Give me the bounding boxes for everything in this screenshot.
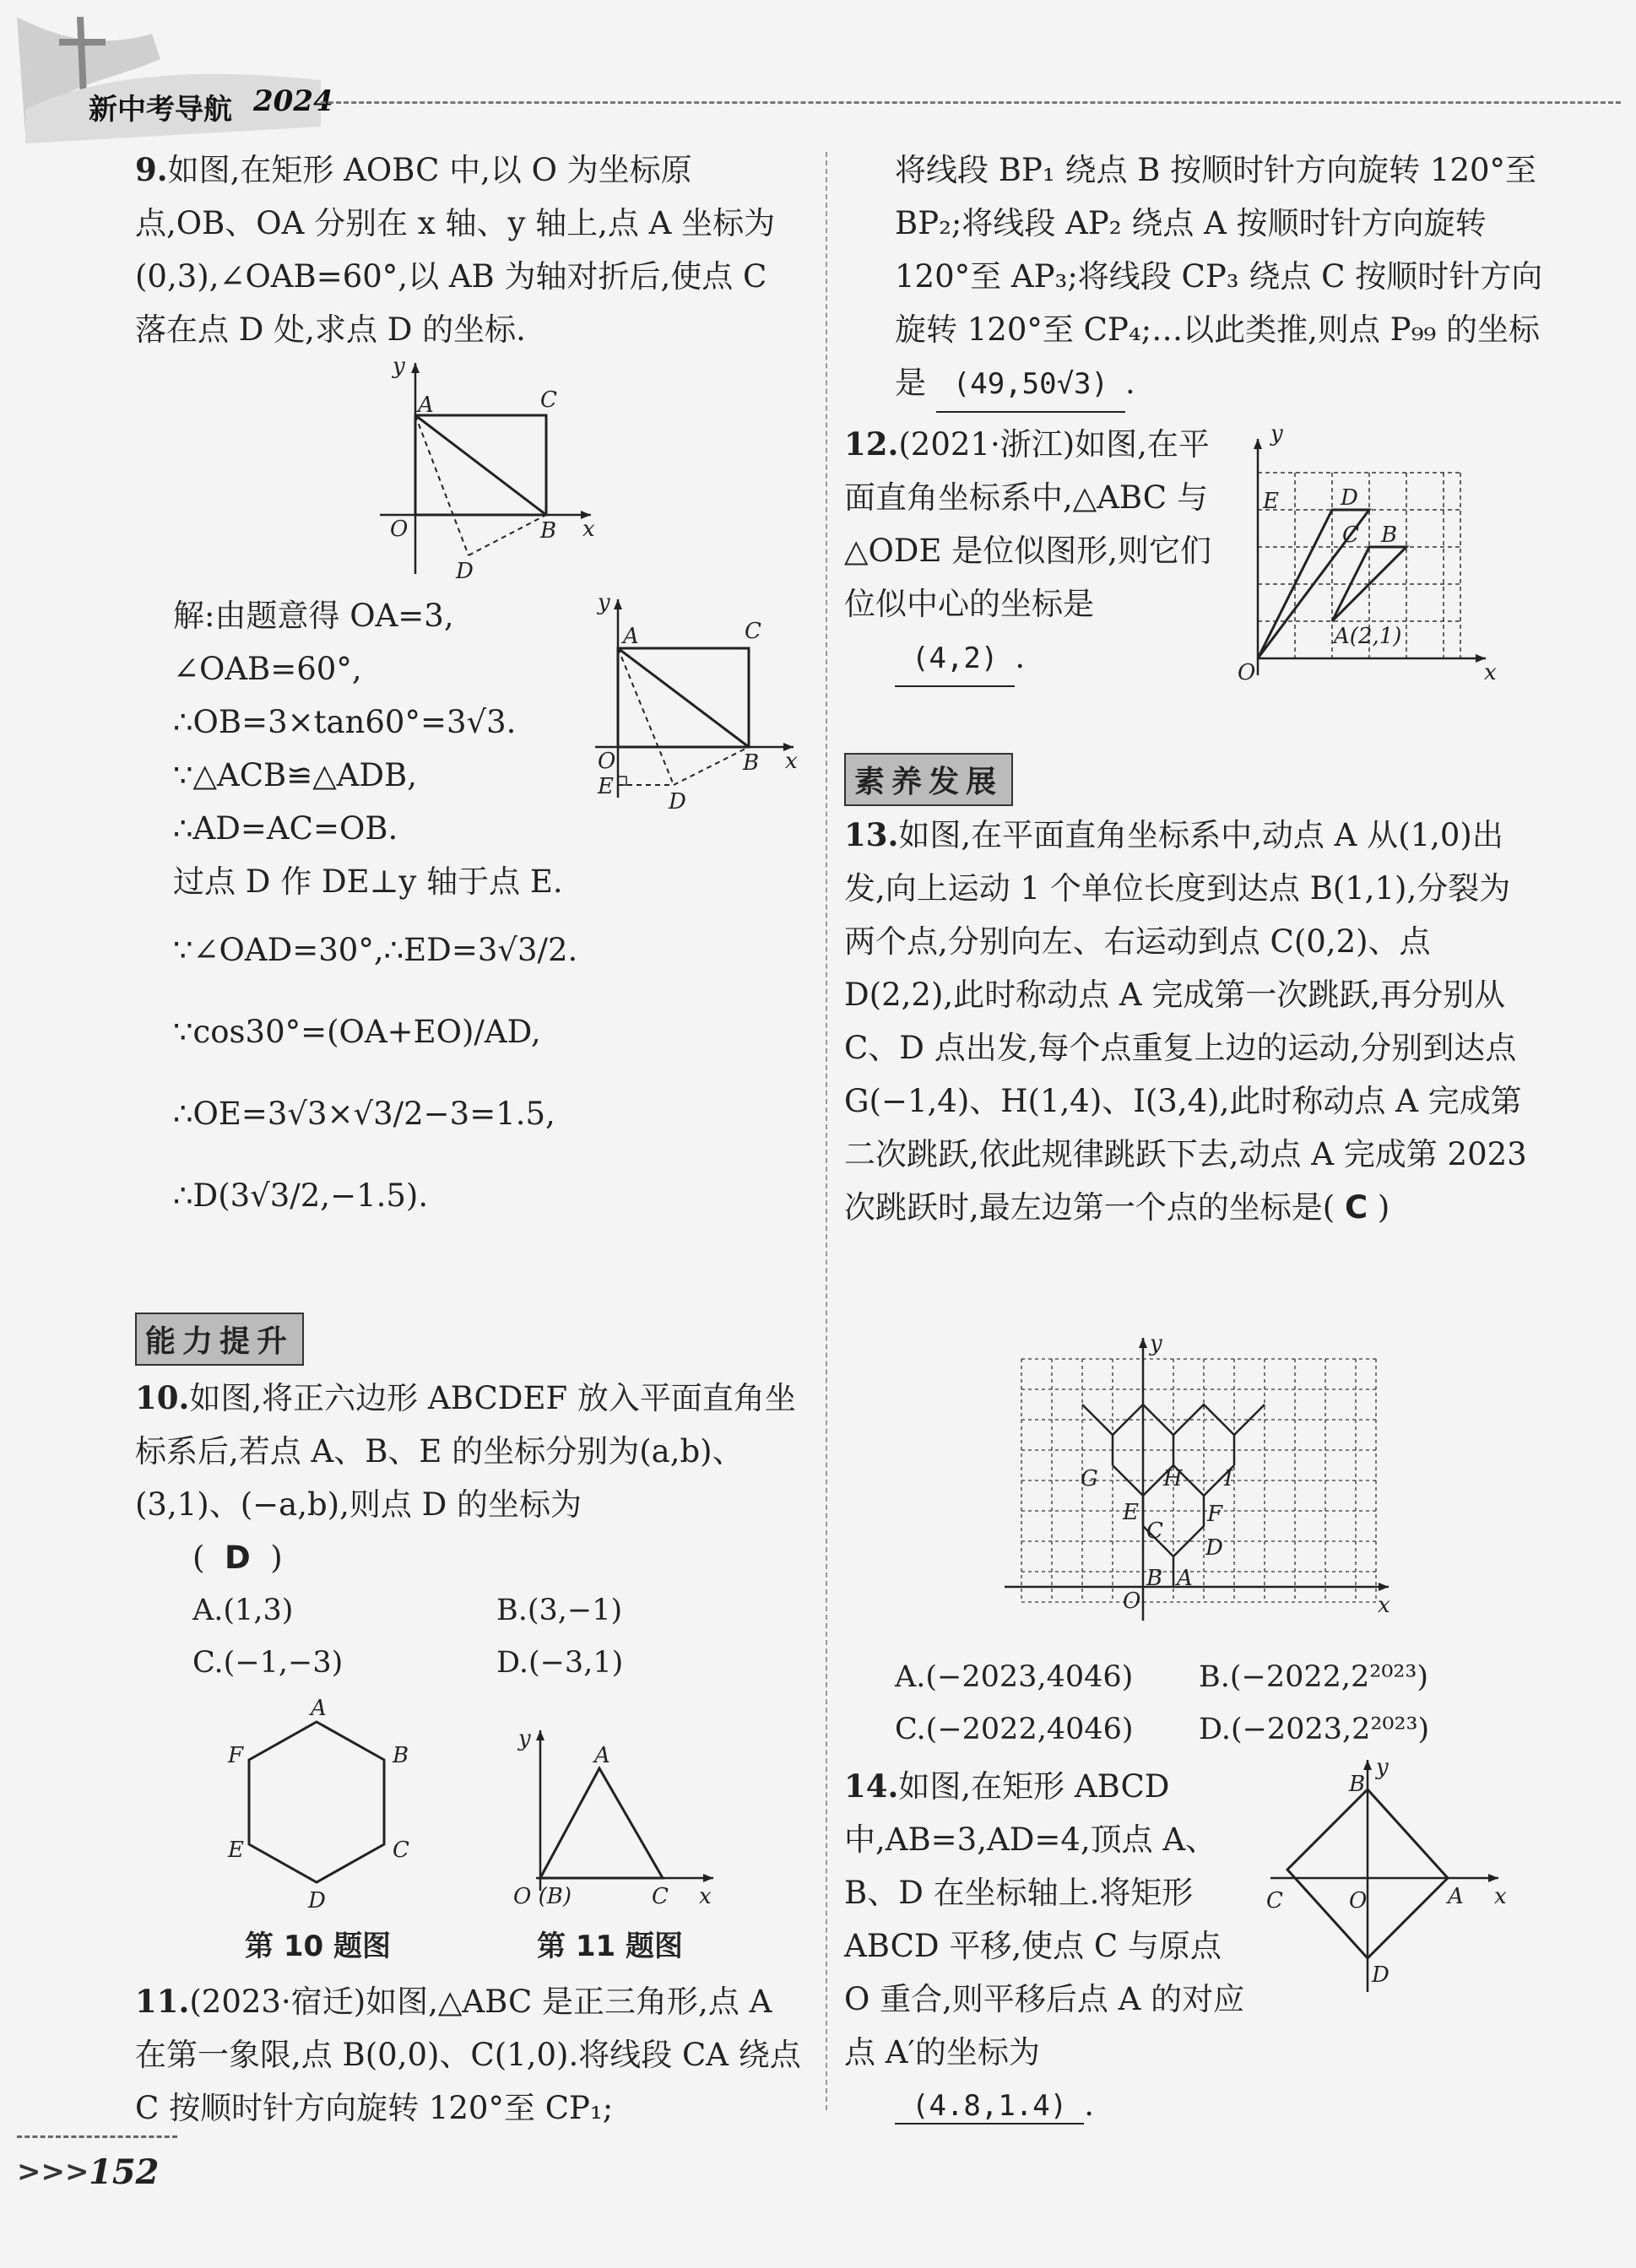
svg-text:C: C: [1266, 1888, 1283, 1913]
left-column: [135, 143, 802, 356]
q12: [844, 418, 1216, 687]
q9-figure: [371, 355, 608, 582]
q10-answer-line: ( D ): [192, 1540, 283, 1576]
svg-text:x: x: [699, 1884, 712, 1909]
q13-option-d: D.(−2023,2²⁰²³): [1199, 1713, 1430, 1746]
column-divider: [826, 152, 827, 2110]
svg-text:A: A: [418, 392, 434, 418]
q10: [135, 1372, 802, 1689]
svg-text:C: C: [745, 619, 761, 644]
q13-option-a: A.(−2023,4046): [895, 1660, 1134, 1694]
ability-section: [135, 1304, 304, 1374]
svg-text:O: O: [1238, 660, 1256, 685]
svg-text:C: C: [393, 1838, 409, 1863]
svg-text:A: A: [311, 1697, 327, 1721]
q9-solution-b: [173, 855, 798, 1222]
svg-text:G: G: [1081, 1466, 1098, 1491]
svg-text:A: A: [1177, 1566, 1193, 1591]
header-year: 2024: [253, 84, 333, 118]
page-header: [0, 0, 1636, 160]
q9-solution-figure: [591, 591, 802, 819]
svg-text:y: y: [518, 1726, 531, 1751]
sol-line-2: ∠OAB=60°,: [173, 651, 362, 687]
q13: [844, 809, 1537, 1234]
anchor-logo-icon: [0, 0, 321, 160]
svg-text:B: B: [540, 518, 557, 544]
q10-option-b: B.(3,−1): [496, 1594, 623, 1627]
svg-text:D: D: [1372, 1962, 1390, 1988]
q10-text: 10.如图,将正六边形 ABCDEF 放入平面直角坐标系后,若点 A、B、E 的坐标分别为(a,b)、(3,1)、(−a,b),则点 D 的坐标为: [135, 1379, 796, 1523]
svg-text:x: x: [1378, 1593, 1390, 1618]
svg-text:E: E: [1263, 489, 1279, 514]
q13-answer: C: [1344, 1189, 1368, 1226]
header-title: 新中考导航: [89, 93, 232, 127]
svg-text:D: D: [1205, 1535, 1223, 1561]
svg-text:y: y: [598, 591, 610, 615]
sol-line-10: ∴D(3√3/2,−1.5).: [173, 1177, 429, 1214]
footer-divider: [17, 2135, 177, 2138]
q13-options: [895, 1651, 1570, 1756]
section-ability: 能力提升: [135, 1313, 304, 1366]
svg-text:O: O: [598, 749, 616, 774]
q14-answer: (4.8,1.4): [895, 2089, 1084, 2125]
svg-text:O: O: [390, 517, 409, 542]
svg-text:B: B: [1349, 1772, 1366, 1797]
svg-text:B: B: [743, 750, 760, 776]
svg-text:D: D: [456, 559, 474, 582]
svg-text:O: O: [1349, 1888, 1368, 1913]
page-number: 152: [89, 2152, 160, 2192]
sol-line-6: 过点 D 作 DE⊥y 轴于点 E.: [173, 863, 563, 900]
q12-grid-figure: [1232, 422, 1503, 692]
svg-text:B: B: [1146, 1566, 1163, 1591]
svg-text:C: C: [540, 387, 557, 413]
svg-text:I: I: [1224, 1466, 1233, 1491]
q11-text: 11.(2023·宿迁)如图,△ABC 是正三角形,点 A 在第一象限,点 B(0,0)、C(1,0).将线段 CA 绕点 C 按顺时针方向旋转 120°至 CP₁;: [135, 1983, 811, 2126]
sol-line-8: ∵cos30°=(OA+EO)/AD,: [173, 1014, 541, 1050]
q10-options: [135, 1584, 802, 1689]
svg-text:H: H: [1163, 1466, 1183, 1491]
q10-option-a: A.(1,3): [192, 1594, 294, 1627]
q11-caption: 第 11 题图: [537, 1930, 683, 1963]
svg-text:D: D: [308, 1888, 326, 1913]
svg-text:F: F: [228, 1743, 244, 1768]
svg-text:A: A: [1448, 1884, 1464, 1909]
svg-text:A: A: [594, 1743, 610, 1768]
q10-option-d: D.(−3,1): [496, 1646, 624, 1680]
svg-text:y: y: [1376, 1756, 1389, 1780]
q13-option-b: B.(−2022,2²⁰²³): [1199, 1660, 1429, 1694]
sol-line-3: ∴OB=3×tan60°=3√3.: [173, 704, 517, 740]
svg-text:C: C: [652, 1884, 669, 1909]
svg-text:E: E: [598, 774, 614, 799]
svg-text:D: D: [1341, 485, 1358, 511]
literacy-section: [844, 744, 1013, 815]
q11-continued: [895, 143, 1553, 413]
svg-text:C: C: [1146, 1518, 1163, 1544]
svg-text:y: y: [393, 355, 405, 379]
q11: [135, 1975, 811, 2135]
q10-caption: 第 10 题图: [245, 1930, 391, 1963]
q9-text: 9.如图,在矩形 AOBC 中,以 O 为坐标原点,OB、OA 分别在 x 轴、y 轴上,点 A 坐标为(0,3),∠OAB=60°,以 AB 为轴对折后,使点 C 落在点 D 处,求点 D 的坐标.: [135, 151, 777, 348]
triangle-figure: [507, 1722, 726, 1916]
svg-text:x: x: [1494, 1884, 1507, 1909]
q11-text-2: 将线段 BP₁ 绕点 B 按顺时针方向旋转 120°至 BP₂;将线段 AP₂ 绕点 A 按顺时针方向旋转 120°至 AP₃;将线段 CP₃ 绕点 C 按顺时针方向旋转 120°至 CP₄;…以此类推,则点 P₉₉ 的坐标是 (49,50√3) .: [895, 143, 1553, 413]
svg-text:C: C: [1342, 522, 1359, 548]
footer-arrows: >>>: [17, 2155, 89, 2189]
sol-line-9: ∴OE=3√3×√3/2−3=1.5,: [173, 1096, 555, 1132]
svg-text:O: O: [1123, 1589, 1141, 1614]
q11-answer: (49,50√3): [936, 358, 1125, 413]
q14: [844, 1760, 1249, 2079]
sol-line-5: ∴AD=AC=OB.: [173, 810, 398, 847]
svg-text:y: y: [1270, 422, 1283, 447]
q14-answer-line: (4.8,1.4) .: [895, 2078, 1094, 2131]
svg-text:E: E: [1123, 1500, 1139, 1525]
q10-option-c: C.(−1,−3): [192, 1646, 344, 1680]
svg-text:O (B): O (B): [513, 1884, 572, 1909]
q14-rectangle-figure: [1258, 1756, 1511, 2000]
q13-grid-figure: [996, 1334, 1393, 1637]
q12-text: 12.(2021·浙江)如图,在平面直角坐标系中,△ABC 与△ODE 是位似图形,则它们位似中心的坐标是: [844, 425, 1211, 622]
sol-line-4: ∵△ACB≌△ADB,: [173, 757, 418, 793]
svg-text:A: A: [623, 624, 639, 649]
svg-text:y: y: [1150, 1334, 1162, 1356]
svg-text:E: E: [228, 1838, 244, 1863]
q13-option-c: C.(−2022,4046): [895, 1713, 1134, 1746]
svg-text:B: B: [393, 1743, 409, 1768]
sol-line-7: ∵∠OAD=30°,∴ED=3√3/2.: [173, 932, 578, 968]
svg-text:x: x: [1484, 660, 1497, 685]
svg-text:F: F: [1207, 1502, 1223, 1527]
q12-answer: (4,2): [895, 632, 1015, 687]
q12-answer-line: (4,2) .: [844, 631, 1216, 687]
header-divider: [321, 101, 1621, 104]
svg-text:B: B: [1381, 522, 1398, 548]
svg-text:x: x: [582, 517, 595, 542]
sol-line-1: 解:由题意得 OA=3,: [173, 598, 454, 634]
hexagon-figure: [219, 1697, 422, 1916]
q13-text: 13.如图,在平面直角坐标系中,动点 A 从(1,0)出发,向上运动 1 个单位长度到达点 B(1,1),分裂为两个点,分别向左、右运动到点 C(0,2)、点 D(2,2),此时称动点 A 完成第一次跳跃,再分别从 C、D 点出发,每个点重复上边的运动,分别到达点 G(−1,4)、H(1,4)、I(3,4),此时称动点 A 完成第二次跳跃,依此规律跳跃下去,动点 A 完成第 2023 次跳跃时,最左边第一个点的坐标是( C ): [844, 816, 1537, 1226]
section-literacy: 素养发展: [844, 753, 1013, 806]
q9-solution: [173, 589, 629, 855]
svg-text:x: x: [785, 749, 798, 774]
q14-text: 14.如图,在矩形 ABCD 中,AB=3,AD=4,顶点 A、B、D 在坐标轴上.将矩形 ABCD 平移,使点 C 与原点 O 重合,则平移后点 A 的对应点 A′的坐标为: [844, 1767, 1245, 2070]
q10-answer: D: [224, 1540, 251, 1576]
svg-text:D: D: [669, 789, 686, 815]
svg-text:A(2,1): A(2,1): [1334, 624, 1402, 649]
